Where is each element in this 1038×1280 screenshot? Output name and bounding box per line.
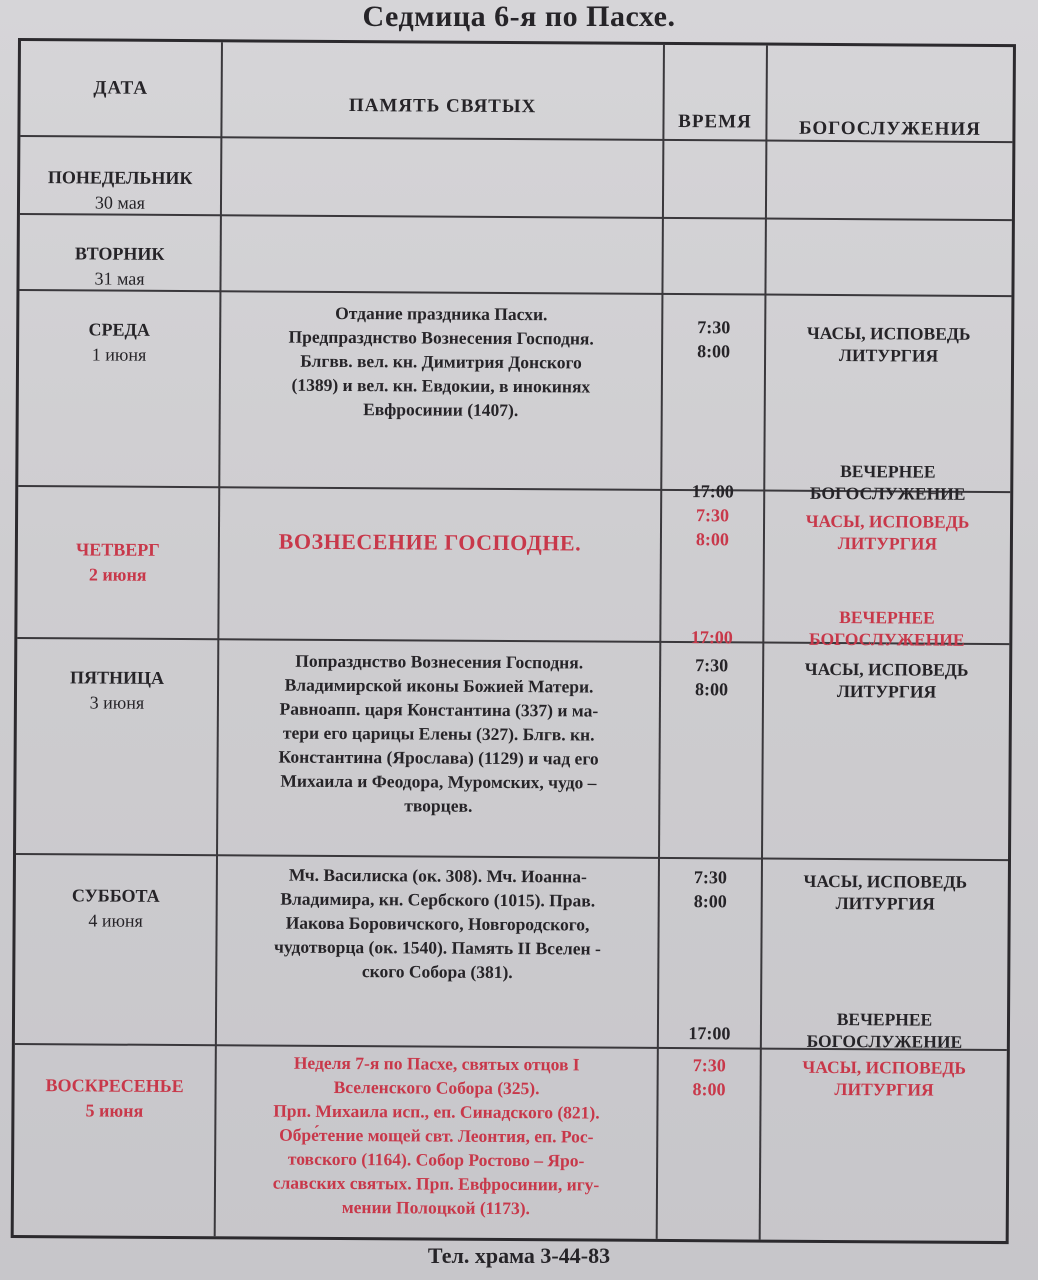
time-thursday-1: 7:30 8:00 xyxy=(695,505,730,550)
services-sunday: ЧАСЫ, ИСПОВЕДЬ ЛИТУРГИЯ xyxy=(802,1056,967,1100)
day-friday: ПЯТНИЦА 3 июня xyxy=(70,667,165,713)
header-date: ДАТА xyxy=(93,77,149,99)
header-services: БОГОСЛУЖЕНИЯ xyxy=(798,117,981,140)
day-wednesday: СРЕДА 1 июня xyxy=(88,319,150,365)
services-wednesday-1: ЧАСЫ, ИСПОВЕДЬ ЛИТУРГИЯ xyxy=(806,322,971,366)
time-wednesday-1: 7:30 8:00 xyxy=(697,317,731,362)
memory-friday: Попразднство Вознесения Господня. Владимирской иконы Божией Матери. Равноапп. царя Константина (337) и ма- тери его царицы Елены (327). Блгв. кн. Константина (Ярослава) (1129) и чад его Михаила и Феодора, Муромских, чудо – творцев. xyxy=(278,650,599,816)
memory-thursday: ВОЗНЕСЕНИЕ ГОСПОДНЕ. xyxy=(278,528,582,556)
day-sunday: ВОСКРЕСЕНЬЕ 5 июня xyxy=(45,1075,184,1121)
page-title: Седмица 6-я по Пасхе. xyxy=(362,0,676,33)
day-monday: ПОНЕДЕЛЬНИК 30 мая xyxy=(47,167,193,213)
memory-sunday: Неделя 7-я по Пасхе, святых отцов I Вселенского Собора (325). Прп. Михаила исп., еп. Синадского (821). Обре́тение мощей свт. Леонтия, еп. Рос- товского (1164). Собор Ростово – Яро- славских святых. Прп. Евфросинии, игу- мении Полоцкой (1173). xyxy=(272,1052,600,1219)
time-wednesday-2: 17:00 xyxy=(691,481,734,502)
header-memory: ПАМЯТЬ СВЯТЫХ xyxy=(348,95,537,118)
services-thursday-2: ВЕЧЕРНЕЕ БОГОСЛУЖЕНИЕ xyxy=(809,607,965,650)
services-wednesday-2: ВЕЧЕРНЕЕ БОГОСЛУЖЕНИЕ xyxy=(809,461,966,504)
services-friday: ЧАСЫ, ИСПОВЕДЬ ЛИТУРГИЯ xyxy=(804,658,969,702)
schedule-table xyxy=(11,38,1016,1244)
day-thursday: ЧЕТВЕРГ 2 июня xyxy=(75,539,160,585)
day-saturday: СУББОТА 4 июня xyxy=(71,885,160,931)
day-tuesday: ВТОРНИК 31 мая xyxy=(74,243,165,289)
time-sunday: 7:30 8:00 xyxy=(692,1055,726,1100)
services-saturday-2: ВЕЧЕРНЕЕ БОГОСЛУЖЕНИЕ xyxy=(806,1009,963,1052)
time-friday: 7:30 8:00 xyxy=(694,655,729,700)
memory-saturday: Мч. Василиска (ок. 308). Мч. Иоанна- Владимира, кн. Сербского (1015). Прав. Иакова Боровичского, Новгородского, чудотворца (ок. 1540). Память II Вселен - ского Собора (381). xyxy=(274,864,601,983)
services-saturday-1: ЧАСЫ, ИСПОВЕДЬ ЛИТУРГИЯ xyxy=(803,870,968,914)
services-thursday-1: ЧАСЫ, ИСПОВЕДЬ ЛИТУРГИЯ xyxy=(805,510,970,554)
time-thursday-2: 17:00 xyxy=(690,627,733,648)
time-saturday-1: 7:30 8:00 xyxy=(693,867,727,912)
header-time: ВРЕМЯ xyxy=(678,111,752,133)
memory-wednesday: Отдание праздника Пасхи. Предпразднство Вознесения Господня. Блгвв. вел. кн. Димитрия Донского (1389) и вел. кн. Евдокии, в инокинях Евфросинии (1407). xyxy=(288,302,594,421)
time-saturday-2: 17:00 xyxy=(688,1023,731,1044)
phone-footer: Тел. храма 3-44-83 xyxy=(427,1243,611,1268)
